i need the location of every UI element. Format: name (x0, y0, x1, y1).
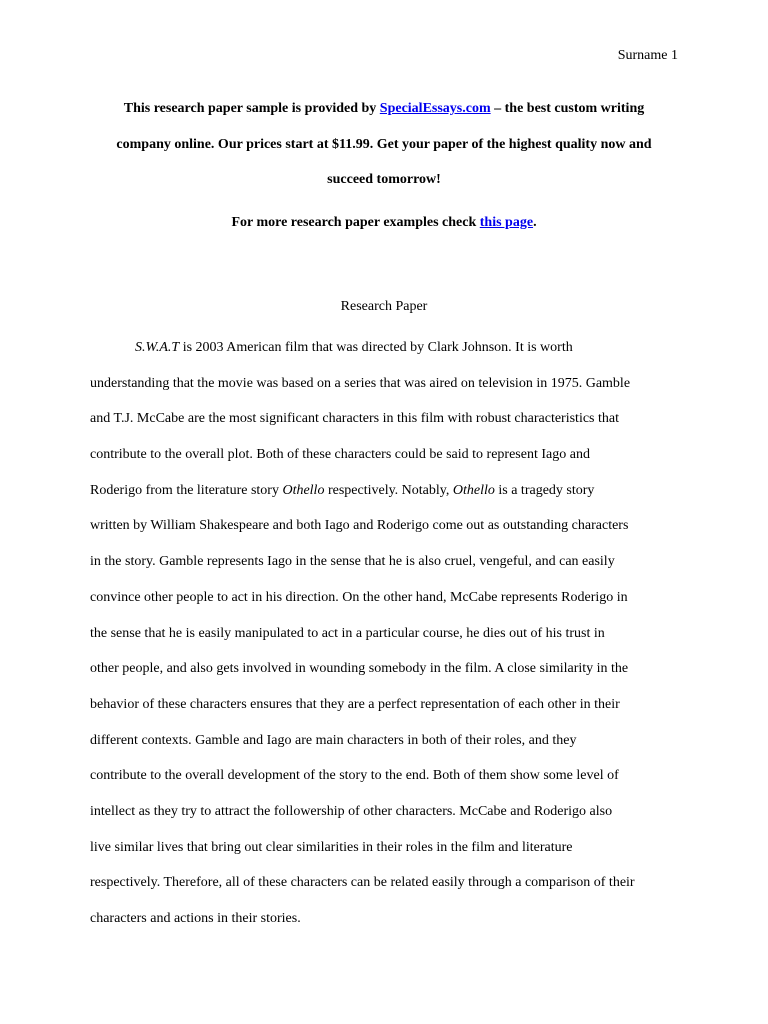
body-line: live similar lives that bring out clear similarities in their roles in the film and literature (90, 839, 573, 855)
promo-text: This research paper sample is provided by (123, 101, 380, 116)
this-page-link[interactable]: this page (479, 215, 534, 230)
body-line: different contexts. Gamble and Iago are main characters in both of their roles, and they (90, 732, 577, 748)
body-line: and T.J. McCabe are the most significant characters in this film with robust characteristics that (90, 411, 619, 427)
promo-notice (88, 91, 680, 198)
promo-text: company online. Our prices start at $11.99. Get your paper of the highest quality now and (116, 136, 652, 152)
body-line: contribute to the overall plot. Both of these characters could be said to represent Iago and (90, 447, 590, 463)
paper-body (90, 330, 682, 937)
body-text-span: Roderigo from the literature story (90, 482, 283, 498)
body-line: respectively. Therefore, all of these characters can be related easily through a comparison of their (90, 875, 635, 891)
more-text: For more research paper examples check (231, 215, 480, 230)
work-title: Othello (452, 482, 495, 498)
body-line: convince other people to act in his direction. On the other hand, McCabe represents Roderigo in (90, 589, 628, 605)
specialessays-link[interactable]: SpecialEssays.com (379, 101, 491, 116)
body-line: in the story. Gamble represents Iago in the sense that he is also cruel, vengeful, and can easily (90, 554, 615, 570)
work-title: Othello (282, 482, 325, 498)
film-title: S.W.A.T (135, 340, 180, 355)
body-text-span: is 2003 American film that was directed by Clark Johnson. It is worth (179, 340, 573, 355)
body-line (90, 330, 682, 366)
body-line: other people, and also gets involved in wounding somebody in the film. A close similarity in the (90, 661, 629, 677)
promo-text: – the best custom writing (490, 101, 645, 116)
body-text-span: is a tragedy story (494, 482, 595, 498)
body-line: behavior of these characters ensures that they are a perfect representation of each other in their (90, 696, 620, 712)
body-line: written by William Shakespeare and both Iago and Roderigo come out as outstanding characters (90, 518, 629, 534)
paper-title: Research Paper (340, 299, 428, 314)
more-text: . (533, 215, 537, 230)
body-line: characters and actions in their stories. (90, 911, 301, 926)
body-line: the sense that he is easily manipulated to act in a particular course, he dies out of his trust in (90, 625, 605, 641)
body-line: contribute to the overall development of the story to the end. Both of them show some level of (90, 768, 619, 784)
body-line (90, 473, 682, 509)
body-text-span: respectively. Notably, (324, 482, 453, 498)
body-line: understanding that the movie was based on a series that was aired on television in 1975. Gamble (90, 375, 631, 391)
body-line: intellect as they try to attract the followership of other characters. McCabe and Roderigo also (90, 803, 613, 819)
running-head: Surname 1 (617, 48, 678, 63)
promo-text: succeed tomorrow! (327, 172, 441, 187)
more-examples-notice (88, 212, 680, 234)
